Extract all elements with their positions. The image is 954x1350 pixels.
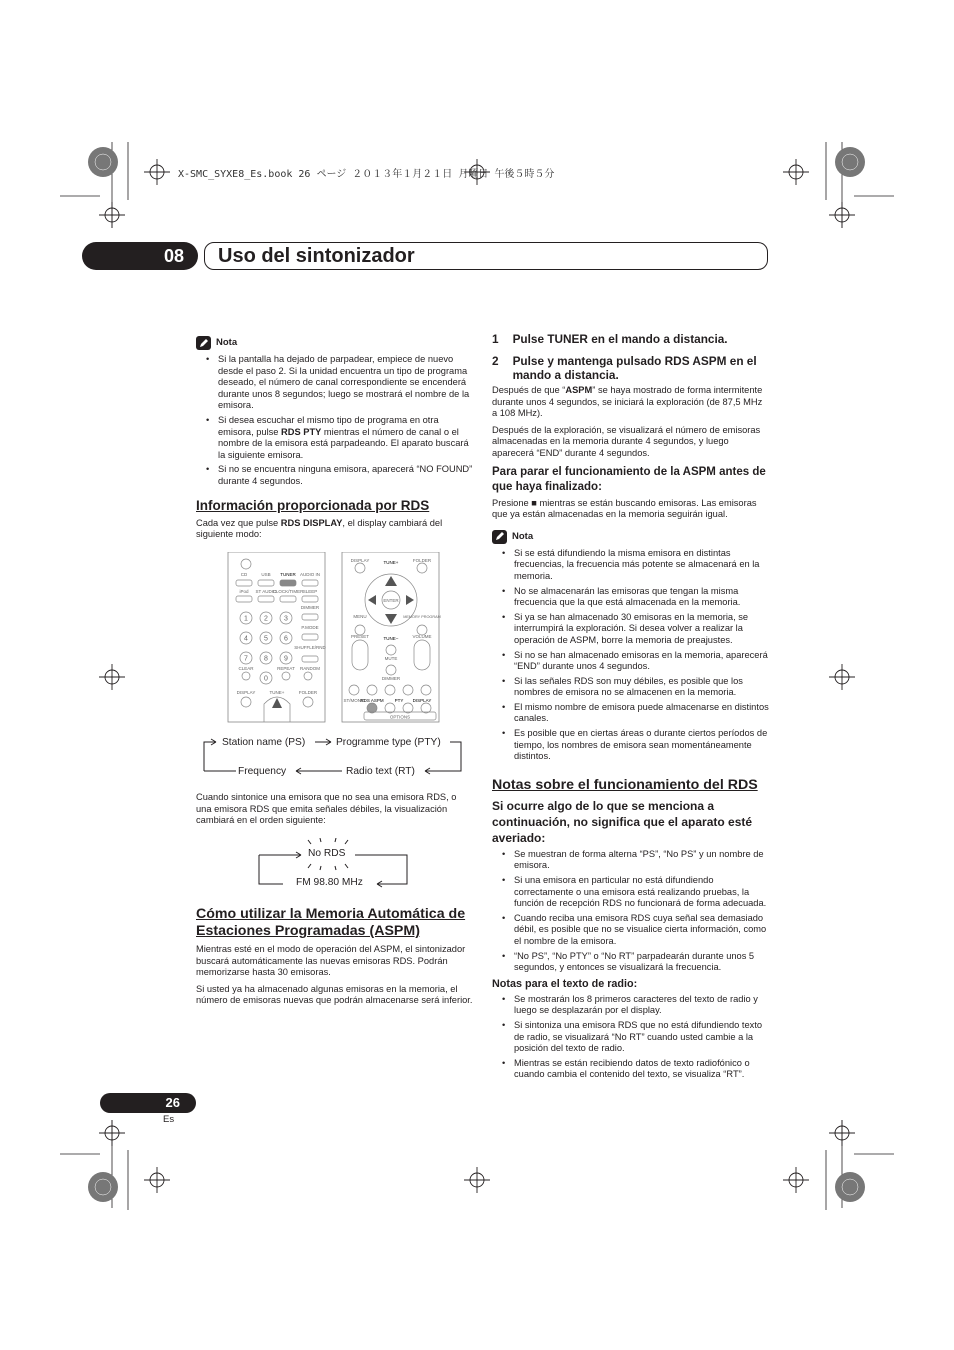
left-column xyxy=(196,336,474,546)
step-1: 1 Pulse TUNER en el mando a distancia. xyxy=(492,332,728,346)
programme-type-label: Programme type (PTY) xyxy=(336,737,441,748)
remote-label: VOLUME xyxy=(412,634,432,639)
nota-label: Nota xyxy=(512,530,534,542)
list-item: • “No PS”, “No PTY” o “No RT” parpadearán durante unos 5 segundos, y entonces se visualizará la frecuencia. xyxy=(514,951,770,974)
right-column xyxy=(492,332,770,1084)
list-item: • Si la pantalla ha dejado de parpadear, empiece de nuevo desde el paso 2. Si la unidad encuentra un tipo de programa deseado, el número de canal correspondiente se encenderá durante unos 8 segundos; luego se mostrará el nombre de la emisora. xyxy=(218,354,474,412)
remote-label: PRESET xyxy=(350,634,370,639)
list-item: • Si no se encuentra ninguna emisora, aparecerá “NO FOUND” durante 4 segundos. xyxy=(218,464,474,487)
radio-text-label: Radio text (RT) xyxy=(346,766,415,777)
remote-number: 7 xyxy=(244,655,248,663)
remote-number: 6 xyxy=(284,635,288,643)
list-item: • El mismo nombre de emisora puede almacenarse en distintos canales. xyxy=(514,702,770,725)
arrow-right-icon xyxy=(406,595,414,605)
list-item: • Se muestran de forma alterna “PS”, “No PS” y un nombre de emisora. xyxy=(514,849,770,872)
remote-number: 9 xyxy=(284,655,288,663)
radio-text-heading: Notas para el texto de radio: xyxy=(492,977,638,990)
arrow-down-icon xyxy=(385,614,397,624)
no-rds-label: No RDS xyxy=(308,848,346,859)
remote-label: SLEEP xyxy=(302,589,318,594)
nota-list xyxy=(196,354,474,488)
nota-list xyxy=(492,548,770,763)
weak-signal-paragraph: Cuando sintonice una emisora que no sea una emisora RDS, o una emisora RDS que emita señales débiles, la visualización cambiará en el orden siguiente: xyxy=(196,792,457,826)
after-paragraph: Después de que “ASPM” se haya mostrado de forma intermitente durante unos 4 segundos, se iniciará la exploración (de 87,5 MHz a 108 MHz). xyxy=(492,385,763,419)
step-2: 2 Pulse y mantenga pulsado RDS ASPM en el mando a distancia. xyxy=(492,354,757,382)
aspm-paragraph-1: Mientras esté en el modo de operación del ASPM, el sintonizador buscará automáticamente las nuevas emisoras RDS. Podrán memorizarse hasta 30 emisoras. xyxy=(196,944,466,978)
info-paragraph: Cada vez que pulse RDS DISPLAY, el display cambiará del siguiente modo: xyxy=(196,517,443,540)
remote-label: RANDOM xyxy=(300,666,320,671)
nota-heading xyxy=(492,530,770,544)
remote-label: iPod xyxy=(239,589,249,594)
remote-label: ST AUDIO xyxy=(255,589,277,594)
remote-label: ST/MONO xyxy=(343,698,365,703)
remote-number: 0 xyxy=(264,675,268,683)
list-item: • Si se está difundiendo la misma emisora en distintas frecuencias, la frecuencia más potente se almacenará en la memoria. xyxy=(514,548,770,583)
list-item: • Si desea escuchar el mismo tipo de programa en otra emisora, pulse RDS PTY mientras el número de canal o el nombre de la emisora está parpadeando. El aparato buscará la siguiente emisora. xyxy=(218,415,474,461)
note-pencil-icon xyxy=(196,336,211,350)
list-item: • Mientras se están recibiendo datos de texto radiofónico o cuando cambia el contenido del texto, se visualiza “RT”. xyxy=(514,1058,770,1081)
note-pencil-icon xyxy=(492,530,507,544)
remote-label: TUNE+ xyxy=(269,690,285,695)
remote-label: DISPLAY xyxy=(236,690,256,695)
chapter-number: 08 xyxy=(82,242,198,270)
remote-label: DIMMER xyxy=(300,605,320,610)
remote-label: DISPLAY xyxy=(350,558,370,563)
remote-label: DIMMER xyxy=(381,676,401,681)
remote-label: TUNE− xyxy=(383,636,399,641)
remote-label: TUNER xyxy=(280,572,296,577)
remote-label: FOLDER xyxy=(298,690,318,695)
stop-paragraph: Presione ■ mientras se están buscando emisoras. Las emisoras que ya están almacenadas en la memoria seguirán igual. xyxy=(492,497,757,520)
info-heading: Información proporcionada por RDS xyxy=(196,497,430,513)
remote-label: P.MODE xyxy=(301,625,319,630)
remote-label: CD xyxy=(240,572,248,577)
remote-label: MUTE xyxy=(384,656,398,661)
remote-number: 8 xyxy=(264,655,268,663)
list-item: • Cuando reciba una emisora RDS cuya señal sea demasiado débil, es posible que no se visualice cierta información, como el nombre de la emisora. xyxy=(514,913,770,948)
remote-number: 1 xyxy=(244,615,248,623)
aspm-section xyxy=(196,906,474,1012)
list-item: • No se almacenarán las emisoras que tengan la misma frecuencia que la que está almacenada en la memoria. xyxy=(514,586,770,609)
remote-label: MENU xyxy=(353,614,367,619)
remote-label: AUDIO IN xyxy=(299,572,321,577)
radio-text-list xyxy=(492,994,770,1081)
fm-frequency-label: FM 98.80 MHz xyxy=(296,877,363,888)
arrow-up-icon xyxy=(272,698,282,708)
list-item: • Si no se han almacenado emisoras en la memoria, aparecerá “END” durante unos 4 segundos. xyxy=(514,650,770,673)
remote-label: PTY xyxy=(394,698,404,703)
aspm-paragraph-2: Si usted ya ha almacenado algunas emisoras en la memoria, el número de emisoras nuevas que podrán almacenarse será inferior. xyxy=(196,983,473,1006)
remote-number: 3 xyxy=(284,615,288,623)
nota-heading xyxy=(196,336,474,350)
remote-number: 4 xyxy=(244,635,248,643)
arrow-up-icon xyxy=(385,576,397,586)
list-item: • Si ya se han almacenado 30 emisoras en la memoria, se interrumpirá la exploración. Si desea volver a realizar la operación de ASPM, borre la memoria de preajustes. xyxy=(514,612,770,647)
remote-label: ENTER xyxy=(383,598,399,603)
problem-list xyxy=(492,849,770,974)
nota-label: Nota xyxy=(216,337,238,349)
aspm-heading: Cómo utilizar la Memoria Automática de Estaciones Programadas (ASPM) xyxy=(196,906,466,939)
remote-label: RDS ASPM xyxy=(360,698,384,703)
remote-number: 2 xyxy=(264,615,268,623)
remote-label: USB xyxy=(261,572,271,577)
chapter-title: Uso del sintonizador xyxy=(218,245,415,267)
remote-label: DISPLAY xyxy=(412,698,432,703)
list-item: • Es posible que en ciertas áreas o durante ciertos períodos de tiempo, los nombres de emisora sean momentáneamente distintos. xyxy=(514,728,770,763)
remote-label: REPEAT xyxy=(277,666,295,671)
list-item: • Si una emisora en particular no está difundiendo correctamente o una emisora está realizando pruebas, la función de recepción RDS no funcionará de forma adecuada. xyxy=(514,875,770,910)
stop-square-icon: ■ xyxy=(531,497,537,508)
stop-heading: Para parar el funcionamiento de la ASPM antes de que haya finalizado: xyxy=(492,465,766,493)
arrow-left-icon xyxy=(368,595,376,605)
remote-label: TUNE+ xyxy=(383,560,399,565)
page-language: Es xyxy=(163,1114,175,1125)
problem-heading: Si ocurre algo de lo que se menciona a continuación, no significa que el aparato esté averiado: xyxy=(492,798,753,845)
list-item: • Se mostrarán los 8 primeros caracteres del texto de radio y luego se desplazarán por el display. xyxy=(514,994,770,1017)
remote-illustration xyxy=(226,552,441,724)
remote-number: 5 xyxy=(264,635,268,643)
page-number: 26 xyxy=(100,1093,196,1113)
list-item: • Si las señales RDS son muy débiles, es posible que los nombres de emisora no se almacenen en la memoria. xyxy=(514,676,770,699)
remote-label: OPTIONS xyxy=(389,714,411,720)
print-header: X-SMC_SYXE8_Es.book 26 ページ ２０１３年１月２１日 月曜日 午後５時５分 xyxy=(178,169,555,180)
remote-label: MEMORY PROGRAM xyxy=(403,615,441,619)
list-item: • Si sintoniza una emisora RDS que no está difundiendo texto de radio, se visualizará “No RT” cuando usted cambie a la posición del texto de radio. xyxy=(514,1020,770,1055)
frequency-label: Frequency xyxy=(238,766,287,777)
after-paragraph-2: Después de la exploración, se visualizará el número de emisoras almacenadas en la memoria durante 4 segundos, y luego aparecerá “END” durante 4 segundos. xyxy=(492,424,761,458)
remote-label: SHUFFLE/RND xyxy=(294,645,326,650)
station-name-label: Station name (PS) xyxy=(222,737,306,748)
remote-label: CLOCK/TIMER xyxy=(272,589,304,594)
remote-label: CLEAR xyxy=(238,666,254,671)
notas-heading: Notas sobre el funcionamiento del RDS xyxy=(492,776,758,793)
remote-label: FOLDER xyxy=(412,558,432,563)
